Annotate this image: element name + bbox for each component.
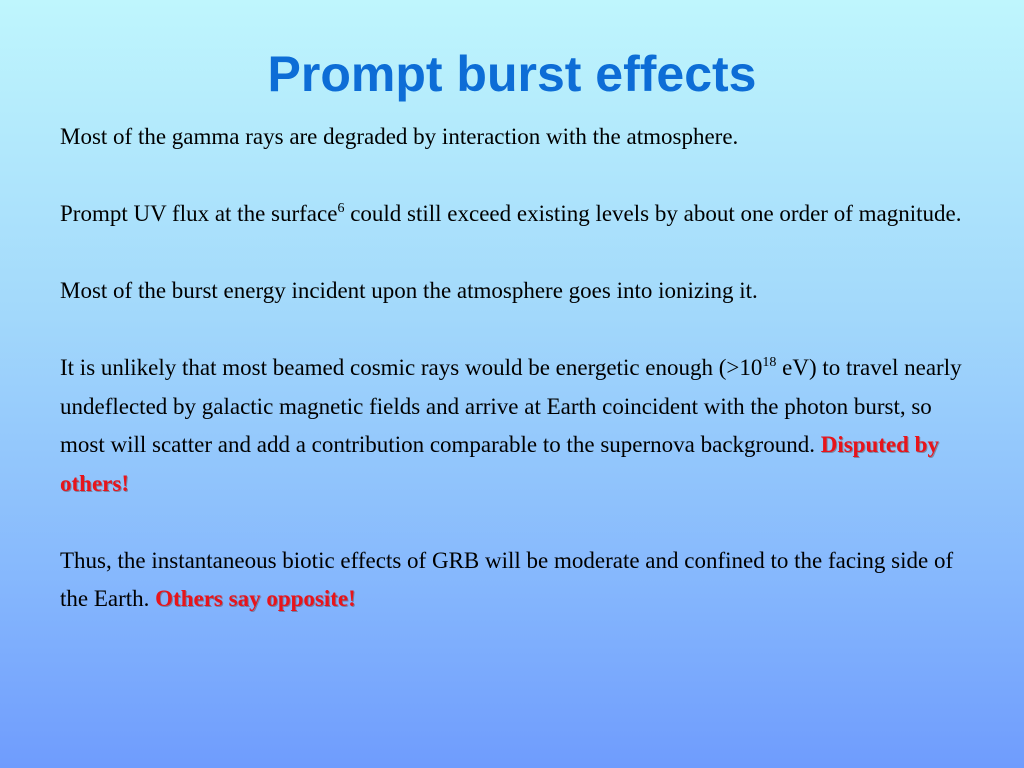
paragraph-spacer [60,234,980,273]
paragraph-spacer [60,157,980,196]
paragraph-burst-energy: Most of the burst energy incident upon the atmosphere goes into ionizing it. [60,278,758,303]
paragraph-biotic-effects [60,542,980,619]
slide-title: Prompt burst effects [267,46,757,102]
uv-flux-text-continued: could still exceed existing levels by about one order of magnitude. [344,201,962,226]
paragraph-spacer [60,311,980,350]
paragraph-uv-flux [60,195,980,234]
cosmic-rays-text: It is unlikely that most beamed cosmic rays would be energetic enough (>10 [60,355,763,380]
biotic-effects-text: Thus, the instantaneous biotic effects of GRB will be moderate and confined to the facing side of the Earth. [60,547,954,611]
slide-body [60,118,980,619]
paragraph-cosmic-rays [60,349,980,503]
energy-exponent: 18 [762,355,777,370]
cosmic-rays-text-continued: eV) to travel nearly undeflected by galactic magnetic fields and arrive at Earth coincident with the photon burst, so most will scatter and add a contribution comparable to the supernova background. [60,355,962,457]
uv-flux-text: Prompt UV flux at the surface [60,201,338,226]
disputed-note: Disputed by others! [60,432,939,496]
paragraph-gamma-rays: Most of the gamma rays are degraded by interaction with the atmosphere. [60,124,739,149]
footnote-reference: 6 [337,201,345,216]
opposite-note: Others say opposite! [155,586,356,611]
paragraph-spacer [60,503,980,542]
